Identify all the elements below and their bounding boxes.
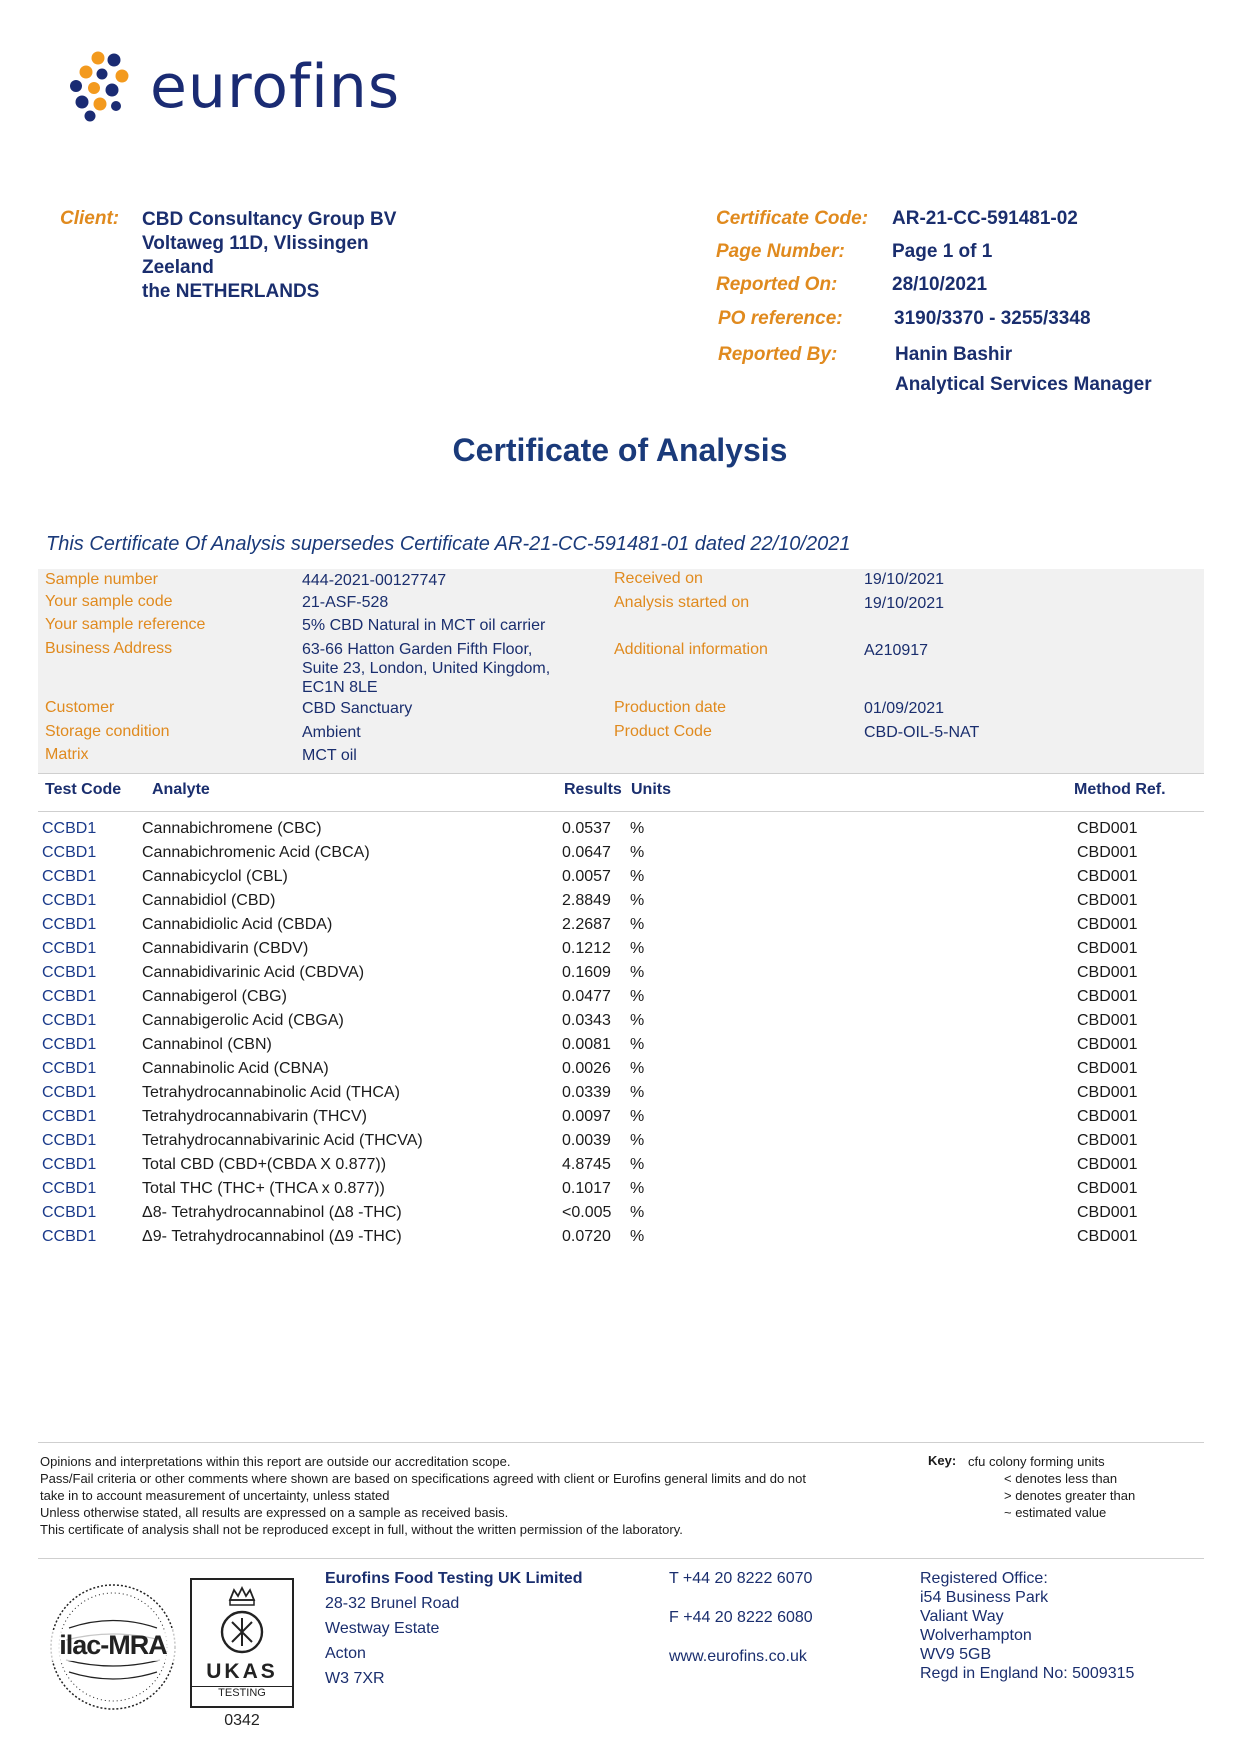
table-row: [0, 892, 1240, 916]
storage-condition-label: Storage condition: [45, 723, 170, 740]
col-test-code: Test Code: [45, 781, 122, 798]
ilac-mra-logo: [44, 1578, 182, 1716]
method-ref: CBD001: [1077, 1084, 1138, 1101]
test-code: CCBD1: [42, 940, 97, 957]
result: 0.0057: [562, 868, 611, 885]
page-number-label: Page Number:: [716, 241, 845, 262]
unit: %: [630, 1204, 645, 1221]
unit: %: [630, 1084, 645, 1101]
result: 4.8745: [562, 1156, 611, 1173]
test-code: CCBD1: [42, 1132, 97, 1149]
supersedes-note: This Certificate Of Analysis supersedes Certificate AR-21-CC-591481-01 dated 22/10/2021: [46, 533, 851, 555]
phone-number: T +44 20 8222 6070: [669, 1570, 813, 1587]
table-row: [0, 1060, 1240, 1084]
analyte: Cannabigerolic Acid (CBGA): [142, 1012, 344, 1029]
company-address-line: Acton: [325, 1645, 366, 1662]
table-row: [0, 820, 1240, 844]
analysis-started-label: Analysis started on: [614, 594, 750, 611]
table-row: [0, 988, 1240, 1012]
test-code: CCBD1: [42, 1084, 97, 1101]
test-code: CCBD1: [42, 892, 97, 909]
result: <0.005: [562, 1204, 612, 1221]
analyte: Δ9- Tetrahydrocannabinol (Δ9 -THC): [142, 1228, 402, 1245]
method-ref: CBD001: [1077, 1060, 1138, 1077]
result: 0.0039: [562, 1132, 611, 1149]
analyte: Tetrahydrocannabivarin (THCV): [142, 1108, 367, 1125]
address-line: 63-66 Hatton Garden Fifth Floor,: [302, 641, 533, 658]
result: 0.1212: [562, 940, 611, 957]
disclaimer-text: [40, 1453, 920, 1538]
registered-office-line: Valiant Way: [920, 1608, 1004, 1625]
table-top-divider: [38, 773, 1204, 774]
method-ref: CBD001: [1077, 916, 1138, 933]
sample-reference-label: Your sample reference: [45, 616, 206, 633]
col-method-ref: Method Ref.: [1074, 781, 1166, 798]
footer-top-divider: [38, 1442, 1204, 1443]
table-row: [0, 1108, 1240, 1132]
test-code: CCBD1: [42, 916, 97, 933]
client-line: CBD Consultancy Group BV: [142, 209, 397, 230]
table-row: [0, 1132, 1240, 1156]
certificate-code-label: Certificate Code:: [716, 208, 869, 229]
unit: %: [630, 1060, 645, 1077]
test-code: CCBD1: [42, 1060, 97, 1077]
address-line: Suite 23, London, United Kingdom,: [302, 660, 551, 677]
analyte: Cannabichromene (CBC): [142, 820, 322, 837]
test-code: CCBD1: [42, 844, 97, 861]
table-row: [0, 1228, 1240, 1252]
matrix-label: Matrix: [45, 746, 89, 763]
received-on-value: 19/10/2021: [864, 571, 945, 588]
brand-name: eurofins: [150, 52, 401, 122]
test-code: CCBD1: [42, 1228, 97, 1245]
analyte: Cannabicyclol (CBL): [142, 868, 288, 885]
analyte: Cannabidiol (CBD): [142, 892, 276, 909]
result: 0.0339: [562, 1084, 611, 1101]
matrix-value: MCT oil: [302, 747, 357, 764]
footer-bottom-divider: [38, 1558, 1204, 1559]
registered-office-line: i54 Business Park: [920, 1589, 1049, 1606]
table-row: [0, 868, 1240, 892]
disclaimer-line: Opinions and interpretations within this report are outside our accreditation scope.: [40, 1454, 511, 1469]
table-header-divider: [38, 811, 1204, 812]
table-row: [0, 1204, 1240, 1228]
method-ref: CBD001: [1077, 892, 1138, 909]
eurofins-logo: [68, 50, 408, 130]
reported-on-value: 28/10/2021: [892, 274, 988, 295]
result: 0.0477: [562, 988, 611, 1005]
method-ref: CBD001: [1077, 1108, 1138, 1125]
additional-info-value: A210917: [864, 642, 929, 659]
disclaimer-line: Unless otherwise stated, all results are expressed on a sample as received basis.: [40, 1505, 509, 1520]
page-number-value: Page 1 of 1: [892, 241, 993, 262]
unit: %: [630, 1012, 645, 1029]
test-code: CCBD1: [42, 1156, 97, 1173]
client-line: the NETHERLANDS: [142, 281, 320, 302]
unit: %: [630, 1180, 645, 1197]
unit: %: [630, 964, 645, 981]
sample-code-label: Your sample code: [45, 593, 173, 610]
method-ref: CBD001: [1077, 1204, 1138, 1221]
registered-office-line: WV9 5GB: [920, 1646, 992, 1663]
result: 0.0720: [562, 1228, 611, 1245]
unit: %: [630, 1156, 645, 1173]
unit: %: [630, 868, 645, 885]
product-code-label: Product Code: [614, 723, 712, 740]
unit: %: [630, 892, 645, 909]
col-analyte: Analyte: [152, 781, 210, 798]
unit: %: [630, 844, 645, 861]
page-title: Certificate of Analysis: [452, 432, 788, 468]
method-ref: CBD001: [1077, 1012, 1138, 1029]
key-list: [968, 1453, 1135, 1521]
ukas-text: UKAS: [206, 1660, 278, 1683]
test-code: CCBD1: [42, 1012, 97, 1029]
col-results: Results: [564, 781, 622, 798]
analyte: Total THC (THC+ (THCA x 0.877)): [142, 1180, 385, 1197]
table-row: [0, 916, 1240, 940]
customer-value: CBD Sanctuary: [302, 700, 413, 717]
business-address-value: [302, 640, 550, 697]
method-ref: CBD001: [1077, 1228, 1138, 1245]
sample-number-label: Sample number: [45, 571, 158, 588]
received-on-label: Received on: [614, 570, 703, 587]
table-row: [0, 940, 1240, 964]
result: 0.0343: [562, 1012, 611, 1029]
table-row: [0, 1180, 1240, 1204]
po-reference-label: PO reference:: [718, 308, 843, 329]
client-line: Voltaweg 11D, Vlissingen: [142, 233, 369, 254]
fax-number: F +44 20 8222 6080: [669, 1609, 813, 1626]
test-code: CCBD1: [42, 868, 97, 885]
unit: %: [630, 1036, 645, 1053]
product-code-value: CBD-OIL-5-NAT: [864, 724, 980, 741]
storage-condition-value: Ambient: [302, 724, 361, 741]
test-code: CCBD1: [42, 988, 97, 1005]
crown-icon: [192, 1582, 292, 1658]
ilac-text: ilac-MRA: [44, 1630, 182, 1661]
test-code: CCBD1: [42, 1108, 97, 1125]
company-name: Eurofins Food Testing UK Limited: [325, 1570, 583, 1587]
table-row: [0, 1156, 1240, 1180]
analyte: Cannabidivarinic Acid (CBDVA): [142, 964, 365, 981]
address-line: EC1N 8LE: [302, 679, 378, 696]
unit: %: [630, 940, 645, 957]
sample-code-value: 21-ASF-528: [302, 594, 389, 611]
key-item: < denotes less than: [1004, 1471, 1118, 1486]
registered-office: [920, 1569, 1134, 1683]
client-label: Client:: [60, 208, 120, 229]
reported-on-label: Reported On:: [716, 274, 838, 295]
additional-info-label: Additional information: [614, 641, 768, 658]
registered-office-line: Registered Office:: [920, 1570, 1048, 1587]
certificate-code-value: AR-21-CC-591481-02: [892, 208, 1078, 229]
method-ref: CBD001: [1077, 940, 1138, 957]
disclaimer-line: This certificate of analysis shall not be reproduced except in full, without the written permission of the laboratory.: [40, 1522, 683, 1537]
method-ref: CBD001: [1077, 1156, 1138, 1173]
ukas-testing: TESTING: [192, 1686, 292, 1699]
test-code: CCBD1: [42, 820, 97, 837]
method-ref: CBD001: [1077, 820, 1138, 837]
company-address-line: W3 7XR: [325, 1670, 385, 1687]
unit: %: [630, 1132, 645, 1149]
method-ref: CBD001: [1077, 868, 1138, 885]
method-ref: CBD001: [1077, 1036, 1138, 1053]
test-code: CCBD1: [42, 1204, 97, 1221]
reported-by-role: Analytical Services Manager: [895, 374, 1152, 395]
result: 0.0097: [562, 1108, 611, 1125]
disclaimer-line: take in to account measurement of uncertainty, unless stated: [40, 1488, 390, 1503]
po-reference-value: 3190/3370 - 3255/3348: [894, 308, 1091, 329]
method-ref: CBD001: [1077, 844, 1138, 861]
production-date-label: Production date: [614, 699, 727, 716]
result: 2.8849: [562, 892, 611, 909]
unit: %: [630, 916, 645, 933]
ukas-logo: [190, 1578, 294, 1708]
analyte: Tetrahydrocannabivarinic Acid (THCVA): [142, 1132, 423, 1149]
production-date-value: 01/09/2021: [864, 700, 945, 717]
analyte: Total CBD (CBD+(CBDA X 0.877)): [142, 1156, 387, 1173]
ukas-number: 0342: [224, 1712, 260, 1729]
customer-label: Customer: [45, 699, 115, 716]
analysis-started-value: 19/10/2021: [864, 595, 945, 612]
analyte: Cannabinolic Acid (CBNA): [142, 1060, 329, 1077]
test-code: CCBD1: [42, 1180, 97, 1197]
sample-number-value: 444-2021-00127747: [302, 572, 447, 589]
disclaimer-line: Pass/Fail criteria or other comments where shown are based on specifications agreed with client or Eurofins general limits and do not: [40, 1471, 806, 1486]
unit: %: [630, 988, 645, 1005]
table-row: [0, 964, 1240, 988]
table-row: [0, 844, 1240, 868]
table-row: [0, 1036, 1240, 1060]
result: 2.2687: [562, 916, 611, 933]
eurofins-dots-icon: [68, 50, 146, 122]
reported-by-label: Reported By:: [718, 344, 838, 365]
unit: %: [630, 1228, 645, 1245]
table-row: [0, 1012, 1240, 1036]
sample-reference-value: 5% CBD Natural in MCT oil carrier: [302, 617, 546, 634]
key-item: cfu colony forming units: [968, 1454, 1105, 1469]
result: 0.1017: [562, 1180, 611, 1197]
analyte: Tetrahydrocannabinolic Acid (THCA): [142, 1084, 400, 1101]
method-ref: CBD001: [1077, 964, 1138, 981]
company-address-line: 28-32 Brunel Road: [325, 1595, 460, 1612]
registered-office-line: Wolverhampton: [920, 1627, 1032, 1644]
analyte: Cannabinol (CBN): [142, 1036, 272, 1053]
key-label: Key:: [928, 1453, 957, 1468]
analyte: Cannabigerol (CBG): [142, 988, 287, 1005]
analyte: Δ8- Tetrahydrocannabinol (Δ8 -THC): [142, 1204, 402, 1221]
method-ref: CBD001: [1077, 1180, 1138, 1197]
client-line: Zeeland: [142, 257, 214, 278]
result: 0.0537: [562, 820, 611, 837]
result: 0.0081: [562, 1036, 611, 1053]
results-table-body: [0, 820, 1240, 1252]
registered-office-line: Regd in England No: 5009315: [920, 1665, 1135, 1682]
unit: %: [630, 820, 645, 837]
result: 0.0647: [562, 844, 611, 861]
unit: %: [630, 1108, 645, 1125]
reported-by-name: Hanin Bashir: [895, 344, 1013, 365]
analyte: Cannabidiolic Acid (CBDA): [142, 916, 333, 933]
method-ref: CBD001: [1077, 988, 1138, 1005]
business-address-label: Business Address: [45, 640, 173, 657]
client-address: [142, 208, 396, 304]
result: 0.0026: [562, 1060, 611, 1077]
result: 0.1609: [562, 964, 611, 981]
key-item: ~ estimated value: [1004, 1505, 1107, 1520]
company-address: [325, 1591, 459, 1691]
col-units: Units: [631, 781, 671, 798]
test-code: CCBD1: [42, 964, 97, 981]
key-item: > denotes greater than: [1004, 1488, 1136, 1503]
analyte: Cannabidivarin (CBDV): [142, 940, 309, 957]
website-link[interactable]: www.eurofins.co.uk: [669, 1648, 807, 1665]
method-ref: CBD001: [1077, 1132, 1138, 1149]
test-code: CCBD1: [42, 1036, 97, 1053]
analyte: Cannabichromenic Acid (CBCA): [142, 844, 370, 861]
company-address-line: Westway Estate: [325, 1620, 440, 1637]
table-row: [0, 1084, 1240, 1108]
